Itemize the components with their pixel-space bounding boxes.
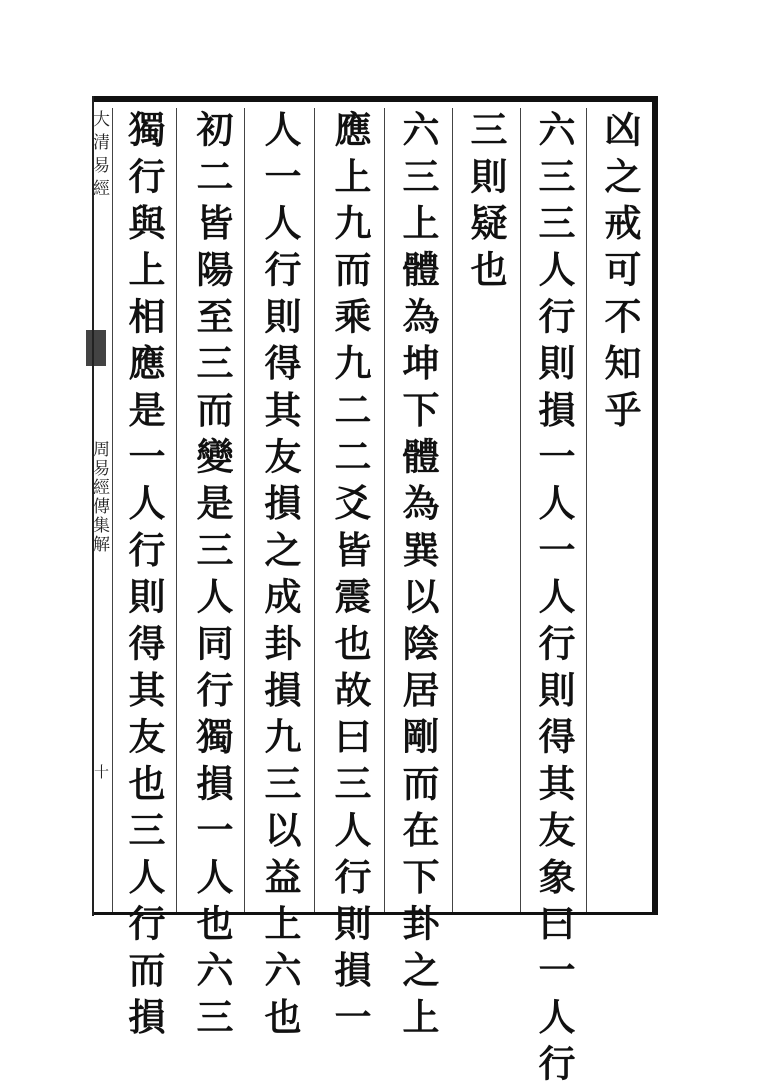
column-rule bbox=[520, 108, 521, 912]
column-rule bbox=[176, 108, 177, 912]
text-column-5: 應上九而乘九二二爻皆震也故曰三人行則損一 bbox=[328, 110, 372, 1044]
column-rule bbox=[452, 108, 453, 912]
column-rule bbox=[112, 108, 113, 912]
frame-top-border bbox=[92, 96, 658, 102]
column-rule bbox=[244, 108, 245, 912]
text-column-3: 三則疑也 bbox=[464, 110, 508, 297]
margin-header-text: 大清易經 bbox=[89, 110, 109, 202]
column-rule bbox=[586, 108, 587, 912]
column-rule bbox=[314, 108, 315, 912]
text-column-4: 六三上體為坤下體為巽以陰居剛而在下卦之上 bbox=[396, 110, 440, 1044]
text-column-6: 人一人行則得其友損之成卦損九三以益上六也 bbox=[258, 110, 302, 1044]
frame-right-border bbox=[652, 96, 658, 914]
text-column-2: 六三三人行則損一人一人行則得其友象曰一人行 bbox=[532, 110, 576, 1091]
margin-book-title: 周易經傳集解 bbox=[89, 440, 109, 554]
margin-page-number: 十 bbox=[92, 764, 110, 781]
text-column-1: 凶之戒可不知乎 bbox=[598, 110, 642, 437]
column-rule bbox=[384, 108, 385, 912]
text-column-7: 初二皆陽至三而變是三人同行獨損一人也六三 bbox=[190, 110, 234, 1044]
text-column-8: 獨行與上相應是一人行則得其友也三人行而損 bbox=[122, 110, 166, 1044]
margin-fishtail-mark bbox=[86, 330, 106, 366]
